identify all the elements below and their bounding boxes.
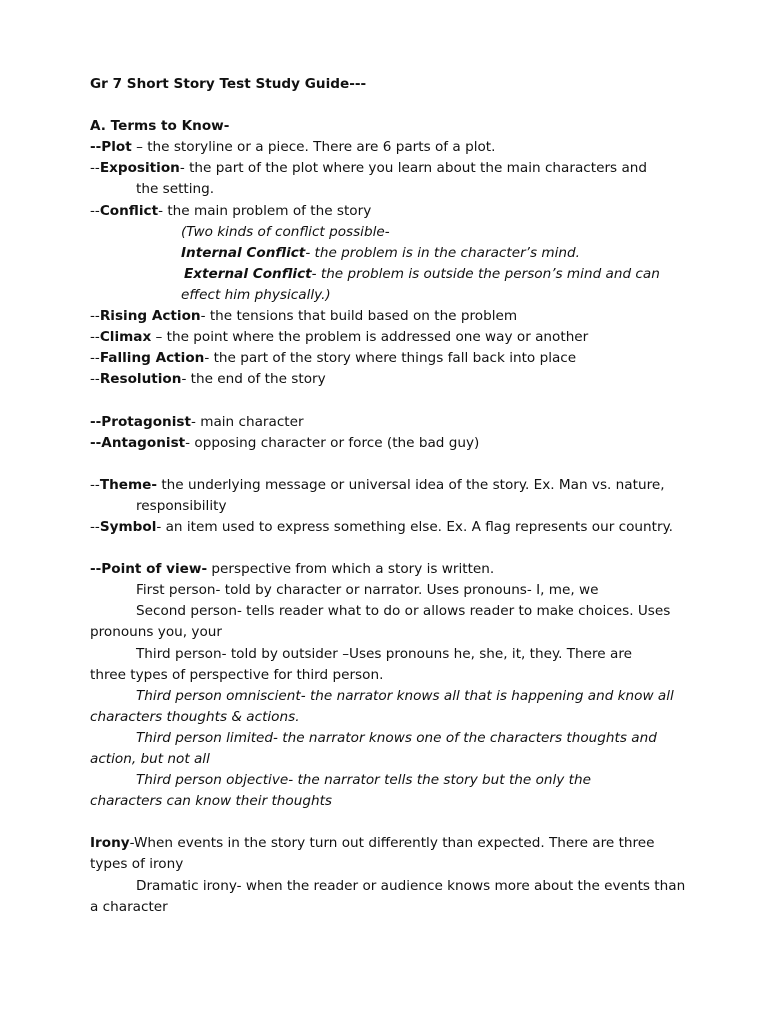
conflict-kinds: (Two kinds of conflict possible- (181, 223, 390, 240)
pov-third-person: Third person- told by outsider –Uses pronouns he, she, it, they. There are (136, 645, 632, 662)
term-protagonist: --Protagonist- main character (90, 413, 304, 430)
term-irony-cont: types of irony (90, 856, 184, 873)
term-resolution: --Resolution- the end of the story (90, 371, 326, 388)
term-symbol: --Symbol- an item used to express something else. Ex. A flag represents our country. (90, 518, 674, 535)
spacer (90, 538, 680, 559)
term-climax: --Climax – the point where the problem is addressed one way or another (90, 329, 589, 346)
pov-third-omniscient: Third person omniscient- the narrator knows all that is happening and know all (136, 687, 674, 704)
section-heading-terms: A. Terms to Know- (90, 118, 230, 135)
term-plot: --Plot – the storyline or a piece. There are 6 parts of a plot. (90, 139, 496, 156)
pov-third-limited: Third person limited- the narrator knows one of the characters thoughts and (136, 729, 657, 746)
irony-dramatic: Dramatic irony- when the reader or audience knows more about the events than (136, 877, 686, 894)
study-guide-body (90, 74, 686, 918)
spacer (90, 95, 680, 116)
term-point-of-view: --Point of view- perspective from which a story is written. (90, 561, 495, 578)
pov-third-omniscient-cont: characters thoughts & actions. (90, 708, 300, 725)
external-conflict-cont: effect him physically.) (181, 286, 331, 303)
pov-third-objective-cont: characters can know their thoughts (90, 793, 333, 810)
pov-first-person: First person- told by character or narrator. Uses pronouns- I, me, we (136, 582, 599, 599)
term-rising-action: --Rising Action- the tensions that build based on the problem (90, 308, 518, 325)
term-theme-cont: responsibility (136, 497, 227, 514)
spacer (90, 454, 680, 475)
term-antagonist: --Antagonist- opposing character or force (the bad guy) (90, 434, 480, 451)
term-exposition: --Exposition- the part of the plot where you learn about the main characters and (90, 160, 648, 177)
irony-dramatic-cont: a character (90, 898, 168, 915)
pov-second-person: Second person- tells reader what to do or allows reader to make choices. Uses (136, 603, 671, 620)
pov-third-limited-cont: action, but not all (90, 751, 210, 767)
internal-conflict: Internal Conflict- the problem is in the character’s mind. (181, 244, 580, 261)
term-irony: Irony-When events in the story turn out differently than expected. There are three (90, 835, 655, 852)
pov-third-objective: Third person objective- the narrator tells the story but the only the (136, 772, 591, 789)
page-title: Gr 7 Short Story Test Study Guide--- (90, 76, 367, 92)
term-conflict: --Conflict- the main problem of the story (90, 202, 372, 219)
term-theme: --Theme- the underlying message or universal idea of the story. Ex. Man vs. nature, (90, 476, 665, 493)
external-conflict: External Conflict- the problem is outside the person’s mind and can (184, 265, 660, 282)
spacer (90, 390, 680, 411)
pov-third-person-cont: three types of perspective for third person. (90, 666, 384, 683)
pov-second-person-cont: pronouns you, your (90, 624, 222, 641)
term-exposition-cont: the setting. (136, 181, 215, 198)
term-falling-action: --Falling Action- the part of the story where things fall back into place (90, 350, 577, 367)
spacer (90, 812, 680, 833)
